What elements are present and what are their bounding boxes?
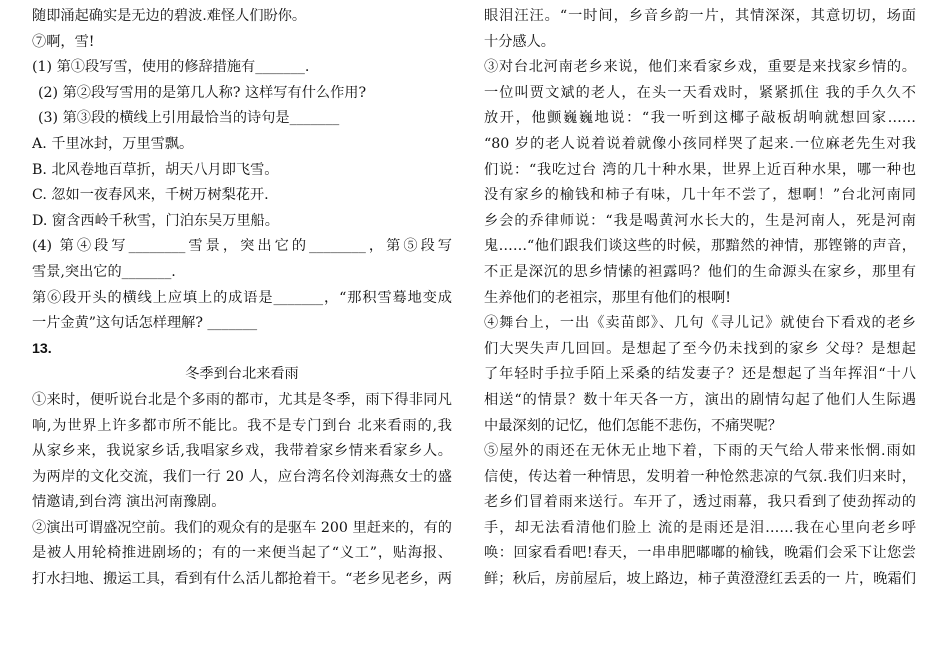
- paragraph-line: 从家乡来，我说家乡话,我唱家乡戏，我带着家乡情来看家乡人。: [32, 443, 452, 460]
- paragraph-line: 中最深刻的记忆，他们怎能不悲伤，不痛哭呢？: [484, 417, 782, 434]
- paragraph-line: 不正是深沉的思乡情愫的袒露吗？他们的生命源头在家乡，那里有: [484, 263, 916, 280]
- paragraph-line: 生养他们的老祖宗，那里有他们的根啊!: [484, 289, 731, 306]
- paragraph-line: 手，却无法看清他们脸上 流的是雨还是泪……我在心里向老乡呼: [484, 519, 916, 536]
- paragraph-line: ②演出可谓盛况空前。我们的观众有的是驱车 200 里赶来的，有的: [32, 519, 452, 536]
- paragraph-line: ④舞台上，一出《卖苗郎》、几句《寻儿记》就使台下看戏的老乡: [484, 315, 916, 332]
- paragraph-line: 打水扫地、搬运工具，看到有什么活儿都抢着干。“老乡见老乡，两: [32, 571, 452, 588]
- paragraph-line: 乡会的乔律师说：“我是喝黄河水长大的，生是河南人，死是河南: [484, 212, 916, 229]
- paragraph-line: 鲜；秋后，房前屋后，坡上路边，柿子黄澄澄红丢丢的一 片，晚霜们: [484, 571, 916, 588]
- question-number: 13.: [32, 340, 52, 357]
- paragraph-line: 放开，他颤巍巍地说：“我一听到这椰子敲板胡响就想回家……: [484, 110, 916, 127]
- paragraph-line: ⑤屋外的雨还在无休无止地下着，下雨的天气给人带来怅惘.雨如: [484, 443, 916, 460]
- paragraph-line: ③对台北河南老乡来说，他们来看家乡戏，重要是来找家乡情的。: [484, 59, 916, 76]
- question-4: (4) 第④段写________雪景，突出它的________，第⑤段写: [32, 238, 452, 255]
- paragraph-line: 情邀请,到台湾 演出河南豫剧。: [32, 494, 226, 511]
- question-5: 第⑥段开头的横线上应填上的成语是_______，“那积雪蓦地变成: [32, 289, 452, 306]
- text-line: 随即涌起确实是无边的碧波.难怪人们盼你。: [32, 8, 307, 24]
- right-column: [484, 4, 916, 593]
- paragraph-line: 们大哭失声几回回。是想起了至今仍未找到的家乡 父母？是想起: [484, 340, 916, 357]
- paragraph-line: 没有家乡的榆钱和柿子有味，几十年不尝了，想啊！”台北河南同: [484, 187, 916, 204]
- paragraph-line: 相送“的情景？数十年天各一方，演出的剧情勾起了他们人生际遇: [484, 391, 916, 408]
- paragraph-line: 眼泪汪汪。“一时间，乡音乡韵一片，其情深深，其意切切，场面: [484, 8, 916, 24]
- option-a: A. 千里冰封，万里雪飘。: [32, 135, 194, 152]
- text-line: ⑦啊，雪!: [32, 33, 95, 50]
- paragraph-line: 老乡们冒着雨来送行。车开了，透过雨幕，我只看到了使劲挥动的: [484, 494, 916, 511]
- question-5-continued: 一片金黄”这句话怎样理解? _______: [32, 315, 258, 332]
- option-d: D. 窗含西岭千秋雪，门泊东吴万里船。: [32, 212, 279, 229]
- paragraph-line: 了年轻时手拉手陌上采桑的结发妻子？还是想起了当年挥泪“十八: [484, 366, 916, 383]
- paragraph-line: 十分感人。: [484, 33, 555, 50]
- paragraph-line: 是被人用轮椅推进剧场的；有的一来便当起了“义工”，贴海报、: [32, 545, 452, 562]
- paragraph-line: 鬼……“他们跟我们谈这些的时候，那黯然的神情，那铿锵的声音，: [484, 238, 916, 255]
- article-title: 冬季到台北来看雨: [185, 366, 299, 383]
- left-column: [32, 4, 452, 593]
- paragraph-line: ①来时，便听说台北是个多雨的都市，尤其是冬季，雨下得非同凡: [32, 391, 452, 408]
- paragraph-line: 信使，传达着一种情思，发明着一种怆然悲凉的气氛.我们归来时，: [484, 468, 916, 485]
- question-1: (1) 第①段写雪，使用的修辞措施有_______.: [32, 59, 310, 76]
- option-c: C. 忽如一夜春风来，千树万树梨花开.: [32, 187, 269, 204]
- paragraph-line: 为两岸的文化交流，我们一行 20 人，应台湾名伶刘海燕女士的盛: [32, 468, 452, 485]
- paragraph-line: 响,为世界上许多都市所不能比。我不是专门到台 北来看雨的,我: [32, 417, 452, 434]
- question-3: (3) 第③段的横线上引用最恰当的诗句是_______: [38, 110, 340, 127]
- paragraph-line: “80 岁的老人说着说着就像小孩同样哭了起来.一位麻老先生对我: [484, 135, 916, 152]
- option-b: B. 北风卷地百草折，胡天八月即飞雪。: [32, 161, 279, 178]
- question-4-continued: 雪景,突出它的_______.: [32, 263, 176, 280]
- paragraph-line: 们说：“我吃过台 湾的几十种水果，世界上近百种水果，哪一种也: [484, 161, 916, 178]
- question-2: (2) 第②段写雪用的是第几人称? 这样写有什么作用?: [38, 84, 367, 101]
- paragraph-line: 一位叫贾文斌的老人，在头一天看戏时，紧紧抓住 我的手久久不: [484, 84, 916, 101]
- paragraph-line: 唤：回家看看吧!春天，一串串肥嘟嘟的榆钱，晚霜们会采下让您尝: [484, 545, 916, 562]
